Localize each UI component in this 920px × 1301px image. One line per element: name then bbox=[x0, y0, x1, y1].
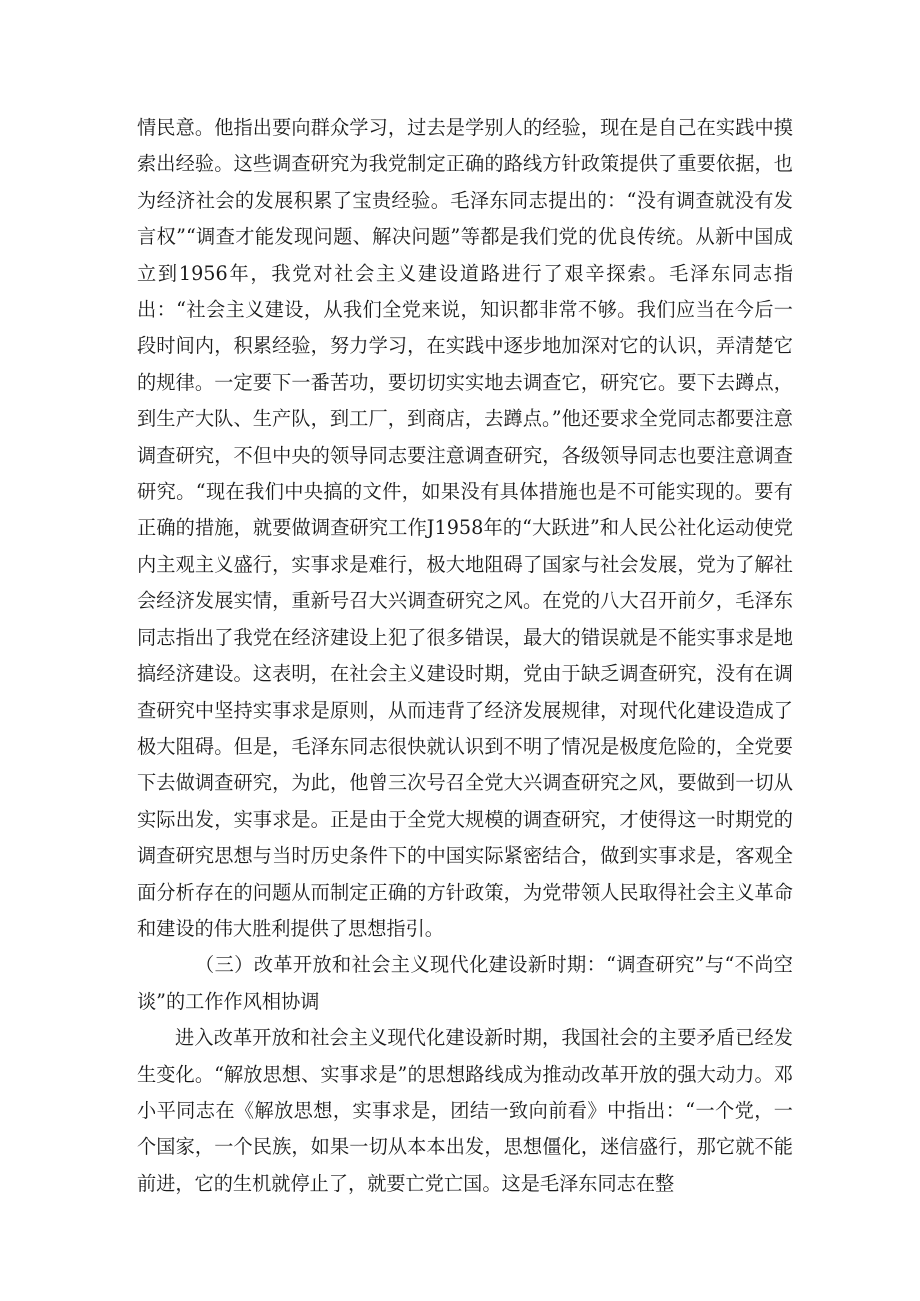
section-heading-reform-era: （三）改革开放和社会主义现代化建设新时期：“调查研究”与“不尚空谈”的工作作风相协调 bbox=[137, 953, 793, 1013]
paragraph-reform-era: 进入改革开放和社会主义现代化建设新时期，我国社会的主要矛盾已经发生变化。“解放思想、实事求是”的思想路线成为推动改革开放的强大动力。邓小平同志在《解放思想，实事求是，团结一致向前看》中指出：“一个党，一个国家，一个民族，如果一切从本本出发，思想僵化，迷信盛行，那它就不能前进，它的生机就停止了，就要亡党亡国。这是毛泽东同志在整 bbox=[137, 1026, 793, 1195]
paragraph-history-review: 情民意。他指出要向群众学习，过去是学别人的经验，现在是自己在实践中摸索出经验。这些调查研究为我党制定正确的路线方针政策提供了重要依据，也为经济社会的发展积累了宝贵经验。毛泽东同志提出的：“没有调查就没有发言权”“调查才能发现问题、解决问题”等都是我们党的优良传统。从新中国成立到1956年，我党对社会主义建设道路进行了艰辛探索。毛泽东同志指出：“社会主义建设，从我们全党来说，知识都非常不够。我们应当在今后一段时间内，积累经验，努力学习，在实践中逐步地加深对它的认识，弄清楚它的规律。一定要下一番苦功，要切切实实地去调查它，研究它。要下去蹲点，到生产大队、生产队，到工厂，到商店，去蹲点。”他还要求全党同志都要注意调查研究，不但中央的领导同志要注意调查研究，各级领导同志也要注意调查研究。“现在我们中央搞的文件，如果没有具体措施也是不可能实现的。要有正确的措施，就要做调查研究工作J1958年的“大跃进”和人民公社化运动使党内主观主义盛行，实事求是难行，极大地阻碍了国家与社会发展，党为了解社会经济发展实情，重新号召大兴调查研究之风。在党的八大召开前夕，毛泽东同志指出了我党在经济建设上犯了很多错误，最大的错误就是不能实事求是地搞经济建设。这表明，在社会主义建设时期，党由于缺乏调查研究，没有在调查研究中坚持实事求是原则，从而违背了经济发展规律，对现代化建设造成了极大阻碍。但是，毛泽东同志很快就认识到不明了情况是极度危险的，全党要下去做调查研究，为此，他曾三次号召全党大兴调查研究之风，要做到一切从实际出发，实事求是。正是由于全党大规模的调查研究，才使得这一时期党的调查研究思想与当时历史条件下的中国实际紧密结合，做到实事求是，客观全面分析存在的问题从而制定正确的方针政策，为党带领人民取得社会主义革命和建设的伟大胜利提供了思想指引。 bbox=[137, 116, 793, 940]
document-body bbox=[137, 110, 793, 1202]
